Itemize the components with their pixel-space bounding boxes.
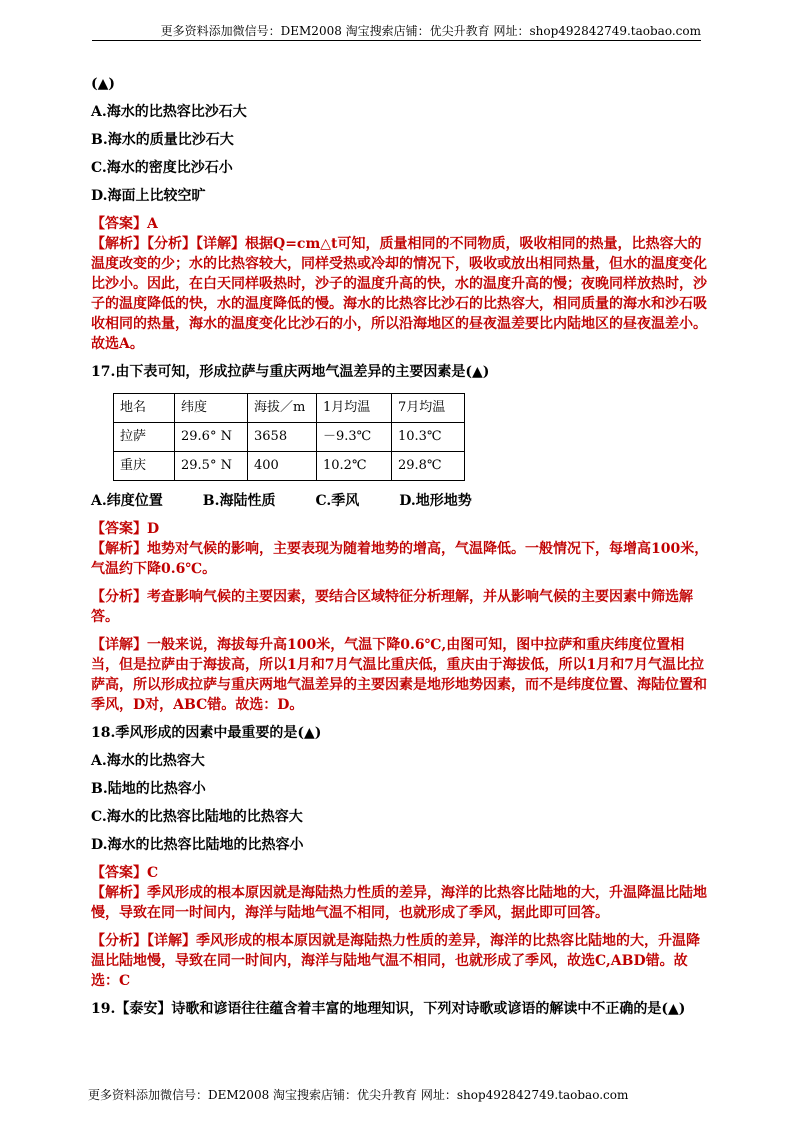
q17-analysis-1: 【解析】地势对气候的影响，主要表现为随着地势的增高，气温降低。一般情况下，每增高100米，气温约下降0.6℃。 xyxy=(91,541,709,577)
q17-option-d: D.地形地势 xyxy=(399,493,472,509)
q17-analysis-3: 【详解】一般来说，海拔每升高100米，气温下降0.6℃,由图可知，图中拉萨和重庆纬度位置相当，但是拉萨由于海拔高，所以1月和7月气温比重庆低，重庆由于海拔低，所以1月和7月气温比拉萨高，所以形成拉萨与重庆两地气温差异的主要因素是地形地势因素，而不是纬度位置、海陆位置和季风，D对，ABC错。故选：D。 xyxy=(91,637,707,713)
table-row xyxy=(114,423,465,452)
q17-option-b: B.海陆性质 xyxy=(202,493,276,509)
table-header-cell: 地名 xyxy=(114,394,175,423)
table-cell: 10.3℃ xyxy=(392,423,465,452)
q16-answer: 【答案】A xyxy=(91,216,158,232)
q17-data-table xyxy=(113,393,465,481)
table-header-row xyxy=(114,394,465,423)
q17-question: 17.由下表可知，形成拉萨与重庆两地气温差异的主要因素是(▲) xyxy=(91,364,490,380)
q18-answer: 【答案】C xyxy=(91,865,159,881)
q16-analysis: 【解析】【分析】【详解】根据Q=cm△t可知，质量相同的不同物质，吸收相同的热量，比热容大的温度改变的少；水的比热容较大，同样受热或冷却的情况下，吸收或放出相同热量，但水的温度变化比沙小。因此，在白天同样吸热时，沙子的温度升高的快，水的温度升高的慢；夜晚同样放热时，沙子的温度降低的快，水的温度降低的慢。海水的比热容比沙石的比热容大，相同质量的海水和沙石吸收相同的热量，海水的温度变化比沙石的小，所以沿海地区的昼夜温差要比内陆地区的昼夜温差小。故选A。 xyxy=(91,236,707,352)
q16-option-a: A.海水的比热容比沙石大 xyxy=(91,104,247,120)
q17-options xyxy=(91,491,709,511)
table-cell: 重庆 xyxy=(114,452,175,481)
q16-option-d: D.海面上比较空旷 xyxy=(91,188,206,204)
table-header-cell: 7月均温 xyxy=(392,394,465,423)
q18-option-d: D.海水的比热容比陆地的比热容小 xyxy=(91,837,304,853)
table-header-cell: 1月均温 xyxy=(317,394,392,423)
table-header-cell: 纬度 xyxy=(175,394,248,423)
table-cell: 400 xyxy=(248,452,317,481)
q17-option-a: A.纬度位置 xyxy=(91,493,163,509)
q18-option-c: C.海水的比热容比陆地的比热容大 xyxy=(91,809,303,825)
table-cell: 29.8℃ xyxy=(392,452,465,481)
q16-placeholder: (▲) xyxy=(91,76,116,92)
q17-answer: 【答案】D xyxy=(91,521,160,537)
q18-option-b: B.陆地的比热容小 xyxy=(91,781,206,797)
table-cell: 29.6° N xyxy=(175,423,248,452)
q16-option-b: B.海水的质量比沙石大 xyxy=(91,132,234,148)
table-row xyxy=(114,452,465,481)
page-header: 更多资料添加微信号：DEM2008 淘宝搜索店铺：优尖升教育 网址：shop492842749.taobao.com xyxy=(92,22,701,41)
table-cell: 拉萨 xyxy=(114,423,175,452)
q17-option-c: C.季风 xyxy=(315,493,360,509)
q18-option-a: A.海水的比热容大 xyxy=(91,753,205,769)
q19-question: 19.【泰安】诗歌和谚语往往蕴含着丰富的地理知识，下列对诗歌或谚语的解读中不正确的是(▲) xyxy=(91,1001,686,1017)
q18-analysis-2: 【分析】【详解】季风形成的根本原因就是海陆热力性质的差异，海洋的比热容比陆地的大，升温降温比陆地慢，导致在同一时间内，海洋与陆地气温不相同，也就形成了季风，故选C,ABD错。故选：C xyxy=(91,933,700,989)
page-footer: 更多资料添加微信号：DEM2008 淘宝搜索店铺：优尖升教育 网址：shop492842749.taobao.com xyxy=(88,1088,629,1102)
table-cell: 29.5° N xyxy=(175,452,248,481)
q17-analysis-2: 【分析】考查影响气候的主要因素，要结合区域特征分析理解，并从影响气候的主要因素中筛选解答。 xyxy=(91,589,693,625)
q18-analysis-1: 【解析】季风形成的根本原因就是海陆热力性质的差异，海洋的比热容比陆地的大，升温降温比陆地慢，导致在同一时间内，海洋与陆地气温不相同，也就形成了季风，据此即可回答。 xyxy=(91,885,707,921)
q16-option-c: C.海水的密度比沙石小 xyxy=(91,160,233,176)
table-cell: －9.3℃ xyxy=(317,423,392,452)
table-cell: 10.2℃ xyxy=(317,452,392,481)
table-header-cell: 海拔／m xyxy=(248,394,317,423)
q18-question: 18.季风形成的因素中最重要的是(▲) xyxy=(91,725,322,741)
table-cell: 3658 xyxy=(248,423,317,452)
document-body xyxy=(91,74,709,1019)
